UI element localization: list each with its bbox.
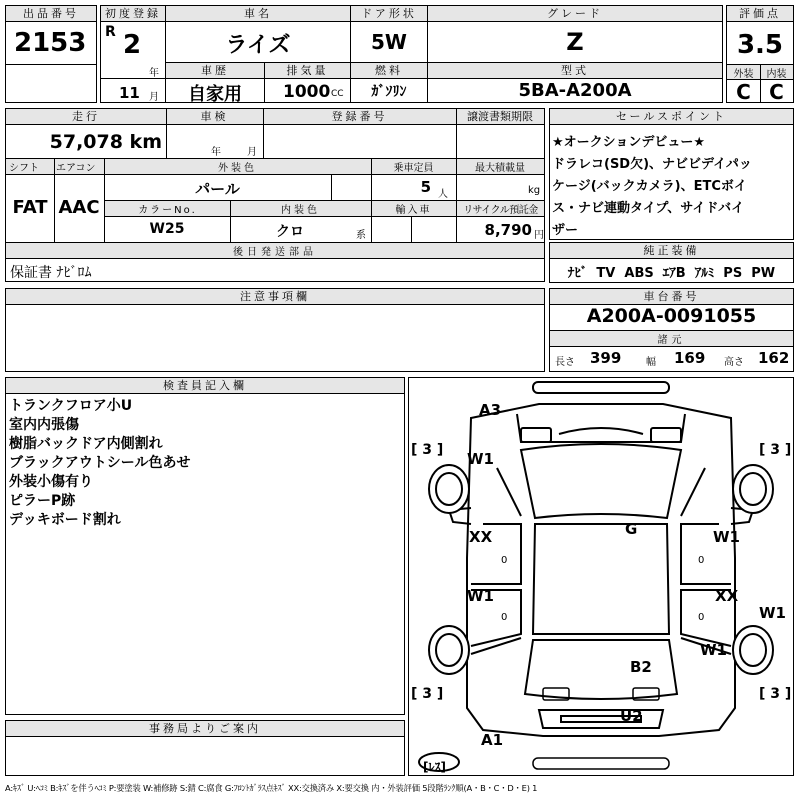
later-parts: 保証書 ﾅﾋﾞﾛﾑ	[10, 265, 92, 281]
mark-w1-a: W1	[467, 450, 494, 468]
insp-year-unit: 年	[211, 147, 221, 158]
displacement-label: 排気量	[265, 63, 350, 79]
insp-month-unit: 月	[247, 147, 257, 158]
model-box	[427, 62, 723, 103]
notes-label: 注意事項欄	[6, 289, 544, 305]
grade: Z	[566, 28, 584, 56]
max-load-label: 最大積載量	[456, 159, 544, 174]
tire-mark-fr: [ 3 ]	[759, 442, 792, 458]
inspector-line-3: 樹脂バックドア内側割れ	[9, 436, 163, 452]
color-no-label: カラーNo.	[105, 201, 230, 216]
zero-3: 0	[698, 555, 705, 566]
mileage-label: 走行	[6, 109, 166, 125]
shift: FAT	[12, 197, 48, 218]
reg-month: 11	[119, 84, 140, 102]
inspector-box	[5, 377, 405, 715]
score-label: 評価点	[727, 6, 793, 22]
first-registration-label: 初度登録	[101, 6, 165, 22]
equipment-label: 純正装備	[550, 243, 793, 259]
mileage: 57,078 km	[49, 131, 162, 153]
mark-u2: U2	[620, 707, 643, 725]
inspector-line-1: トランクフロア小U	[9, 398, 133, 414]
specs-table	[5, 108, 545, 282]
score-box	[726, 5, 794, 103]
mark-w1-b: W1	[467, 587, 494, 605]
recycle-unit: 円	[534, 230, 544, 241]
recycle-label: リサイクル預託金	[457, 201, 544, 216]
chassis-box	[549, 288, 794, 372]
score: 3.5	[736, 30, 784, 60]
office-box	[5, 720, 405, 776]
model-label: 型式	[428, 63, 722, 79]
inspector-line-2: 室内内張傷	[9, 417, 79, 433]
ext-label: 外装	[727, 65, 760, 79]
chassis-number: A200A-0091055	[586, 305, 757, 327]
int-color-label: 内装色	[230, 201, 371, 216]
mark-b2: B2	[630, 658, 652, 676]
history-box	[165, 62, 265, 103]
office-label: 事務局よりご案内	[6, 721, 404, 737]
grade-label: グレード	[428, 6, 722, 22]
mark-xx-b: XX	[715, 587, 739, 605]
equipment-items: ﾅﾋﾞ TV ABS ｴｱB ｱﾙﾐ PS PW	[567, 266, 776, 281]
sales-line-1: ★オークションデビュー★	[552, 135, 706, 150]
sales-point-label: セールスポイント	[550, 109, 793, 125]
sales-point-box	[549, 108, 794, 240]
tire-mark-rr: [ 3 ]	[759, 686, 792, 702]
recycle: 8,790	[484, 221, 532, 239]
mark-xx-a: XX	[469, 528, 493, 546]
equipment-box	[549, 242, 794, 283]
sales-line-4: ス・ナビ連動タイプ、サイドバイ	[552, 201, 745, 216]
zero-1: 0	[501, 555, 508, 566]
notes-box	[5, 288, 545, 372]
later-parts-label: 後日発送部品	[6, 243, 544, 258]
fuel-label: 燃料	[351, 63, 427, 79]
mark-w1-d: W1	[759, 604, 786, 622]
max-load-unit: kg	[528, 185, 541, 196]
shift-label: シフト	[6, 159, 54, 174]
car-name-box	[165, 5, 351, 63]
inspector-label: 検査員記入欄	[6, 378, 404, 394]
ext-color: パール	[195, 180, 240, 198]
door: 5W	[371, 30, 407, 54]
car-name-label: 車名	[166, 6, 350, 22]
sales-line-2: ドラレコ(SD欠)、ナビビデイパッ	[552, 157, 752, 172]
door-label: ドア形状	[351, 6, 427, 22]
capacity-label: 乗車定員	[371, 159, 456, 174]
ac: AAC	[58, 197, 100, 218]
height-label: 高さ	[724, 357, 744, 368]
mark-g: G	[625, 520, 638, 538]
import-label: 輸入車	[371, 201, 456, 216]
first-registration-box	[100, 5, 166, 103]
era: R	[105, 24, 116, 40]
capacity-unit: 人	[438, 189, 448, 200]
year-unit: 年	[149, 68, 159, 79]
car-diagram	[408, 377, 794, 776]
transfer-label: 譲渡書類期限	[456, 109, 544, 125]
mark-a3: A3	[479, 401, 502, 419]
month-unit: 月	[149, 92, 159, 103]
int-color: クロ	[276, 224, 304, 240]
lot-number: 2153	[14, 28, 87, 58]
height: 162	[758, 349, 790, 367]
inspector-line-5: 外装小傷有り	[9, 474, 93, 490]
ext-score: C	[736, 80, 751, 104]
zero-2: 0	[501, 612, 508, 623]
lot-number-label: 出品番号	[6, 6, 96, 22]
fuel-box	[350, 62, 428, 103]
car-diagram-svg	[409, 378, 793, 775]
inspector-line-4: ブラックアウトシール色あせ	[9, 455, 191, 471]
grade-box	[427, 5, 723, 63]
model: 5BA-A200A	[518, 80, 632, 101]
reg-year: 2	[123, 30, 142, 60]
sales-line-3: ケージ(バックカメラ)、ETCボイ	[552, 179, 747, 194]
fuel: ｶﾞｿﾘﾝ	[371, 84, 407, 100]
legend: A:ｷｽﾞ U:ﾍｺﾐ B:ｷｽﾞを伴うﾍｺﾐ P:要塗装 W:補修跡 S:錆 C:腐食 G:ﾌﾛﾝﾄｶﾞﾗｽ点ｷｽﾞ XX:交換済み X:要交換 内・外装評価 5段階ﾗﾝｸ順(A・B・C・D・E) 1	[5, 783, 538, 793]
length: 399	[590, 349, 622, 367]
cc-unit: CC	[331, 89, 344, 99]
lot-number-box	[5, 5, 97, 103]
history-label: 車歴	[166, 63, 264, 79]
car-name: ライズ	[225, 33, 291, 58]
int-score: C	[769, 80, 784, 104]
ac-label: エアコン	[54, 159, 104, 174]
length-label: 長さ	[555, 357, 575, 368]
width: 169	[674, 349, 706, 367]
ext-color-label: 外装色	[104, 159, 371, 174]
chassis-label: 車台番号	[550, 289, 793, 305]
history: 自家用	[188, 84, 242, 105]
int-color-unit: 系	[356, 230, 366, 241]
inspection-label: 車検	[166, 109, 263, 125]
int-label: 内装	[760, 65, 793, 79]
width-label: 幅	[646, 357, 656, 368]
inspector-line-7: デッキボード割れ	[9, 512, 121, 528]
reg-no-label: 登録番号	[263, 109, 456, 125]
capacity: 5	[420, 178, 431, 196]
tire-mark-fl: [ 3 ]	[411, 442, 444, 458]
door-box	[350, 5, 428, 63]
mark-a1: A1	[481, 731, 504, 749]
dims-label: 諸元	[550, 331, 793, 346]
zero-4: 0	[698, 612, 705, 623]
displacement-box	[264, 62, 351, 103]
inspector-line-6: ピラーP跡	[9, 493, 76, 509]
color-no: W25	[149, 221, 185, 237]
mark-w1-c: W1	[713, 528, 740, 546]
mark-w1-e: W1	[700, 641, 727, 659]
sales-line-5: ザー	[552, 223, 579, 238]
spare-tire-mark: [ﾚｽ]	[423, 760, 446, 774]
tire-mark-rl: [ 3 ]	[411, 686, 444, 702]
displacement: 1000	[283, 82, 331, 102]
